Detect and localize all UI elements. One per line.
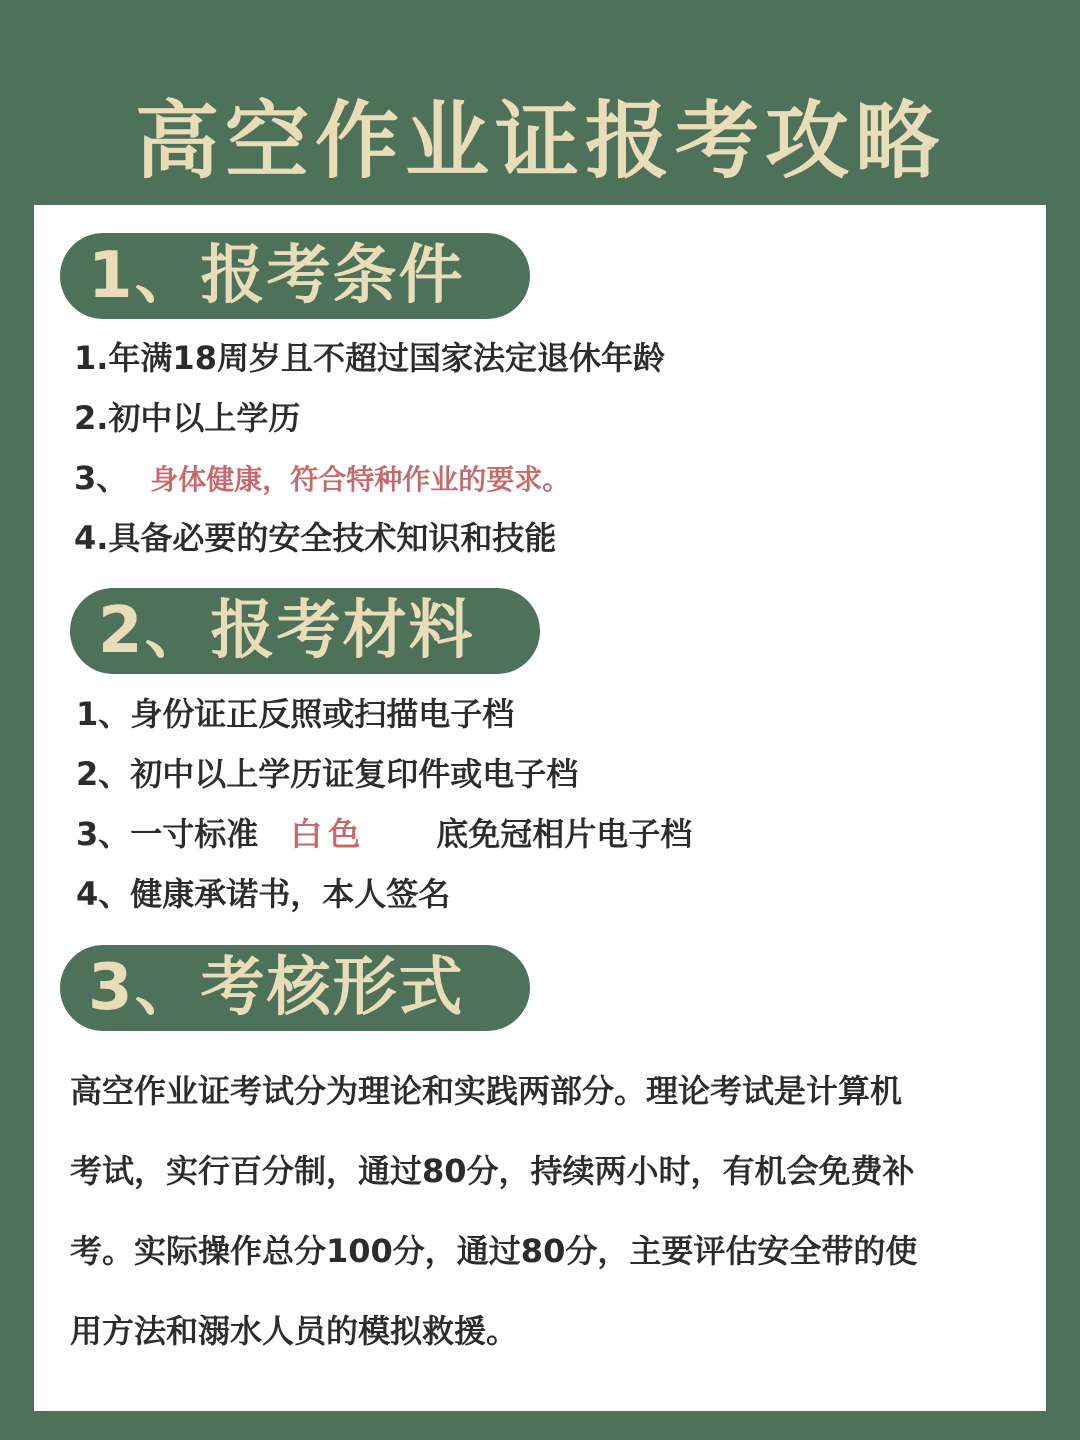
requirement-item-number: 3、 xyxy=(74,459,129,497)
material-item-prefix: 3、一寸标准 xyxy=(76,815,259,853)
material-item xyxy=(76,812,692,856)
requirement-item: 2.初中以上学历 xyxy=(74,399,301,437)
content-card xyxy=(34,205,1046,1411)
exam-description-line: 考。实际操作总分100分，通过80分，主要评估安全带的使 xyxy=(70,1232,918,1270)
requirement-item-highlight: 身体健康，符合特种作业的要求。 xyxy=(150,463,571,496)
page-title: 高空作业证报考攻略 xyxy=(134,92,945,190)
section-header-exam-format: 3、考核形式 xyxy=(60,945,530,1031)
material-item-suffix: 底免冠相片电子档 xyxy=(436,815,693,853)
requirement-item xyxy=(74,456,570,502)
exam-description-line: 考试，实行百分制，通过80分，持续两小时，有机会免费补 xyxy=(70,1152,915,1190)
exam-description-line: 高空作业证考试分为理论和实践两部分。理论考试是计算机 xyxy=(70,1072,903,1110)
material-item: 4、健康承诺书，本人签名 xyxy=(76,875,451,913)
requirement-item: 1.年满18周岁且不超过国家法定退休年龄 xyxy=(74,339,665,377)
section-header-requirements: 1、报考条件 xyxy=(60,233,530,319)
material-item-highlight: 白色 xyxy=(290,815,367,853)
requirement-item: 4.具备必要的安全技术知识和技能 xyxy=(74,519,557,557)
material-item: 2、初中以上学历证复印件或电子档 xyxy=(76,755,579,793)
section-header-materials: 2、报考材料 xyxy=(70,588,540,674)
exam-description-line: 用方法和溺水人员的模拟救援。 xyxy=(70,1312,519,1350)
material-item: 1、身份证正反照或扫描电子档 xyxy=(76,695,515,733)
